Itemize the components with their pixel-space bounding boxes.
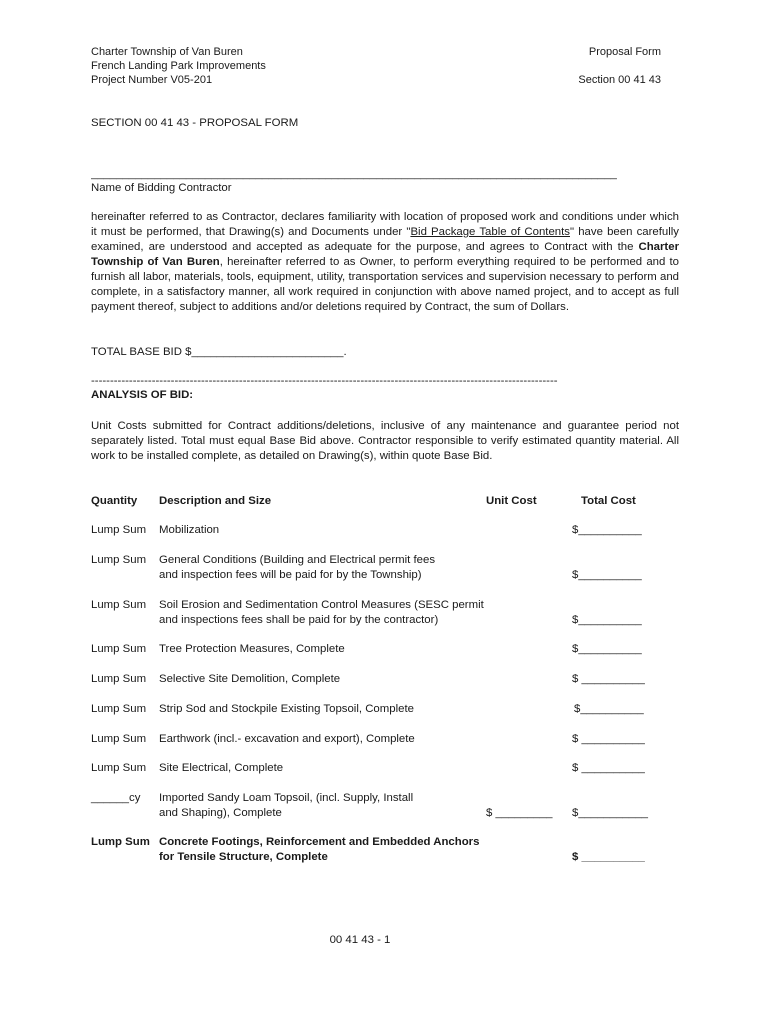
row-quantity: Lump Sum bbox=[91, 673, 147, 685]
contractor-name-blank[interactable]: ___________________________________________________________________________________ bbox=[91, 168, 617, 180]
row-quantity-blank[interactable]: ______cy bbox=[91, 792, 141, 804]
row-description: Soil Erosion and Sedimentation Control Measures (SESC permit bbox=[159, 599, 484, 611]
header-project-number: Project Number V05-201 bbox=[91, 74, 213, 86]
row-description-line2: for Tensile Structure, Complete bbox=[159, 851, 328, 863]
row-description: Earthwork (incl.- excavation and export), Complete bbox=[159, 733, 415, 745]
page-number: 00 41 43 - 1 bbox=[329, 934, 391, 946]
header-left bbox=[91, 45, 266, 87]
col-description: Description and Size bbox=[159, 495, 272, 507]
total-base-bid: TOTAL BASE BID $________________________. bbox=[91, 346, 347, 358]
row-quantity: Lump Sum bbox=[91, 599, 147, 611]
analysis-text: Unit Costs submitted for Contract additions/deletions, inclusive of any maintenance and guarantee period not separately listed. Total must equal Base Bid above. Contractor responsible to verify estimated quantity material. All work to be installed complete, as detailed on Drawing(s), within quote Base Bid. bbox=[91, 420, 679, 462]
row-total-blank[interactable]: $__________ bbox=[572, 643, 642, 655]
row-total-blank[interactable]: $__________ bbox=[572, 614, 642, 626]
row-description-line2: and inspection fees will be paid for by the Township) bbox=[159, 569, 422, 581]
contractor-name-label: Name of Bidding Contractor bbox=[91, 182, 232, 194]
intro-text-1: hereinafter referred to as Contractor, declares familiarity with location of proposed work and conditions under which it must be performed, that Drawing(s) and Documents under " bbox=[91, 211, 679, 238]
row-quantity: Lump Sum bbox=[91, 733, 147, 745]
col-total-cost: Total Cost bbox=[581, 495, 636, 507]
row-description: Selective Site Demolition, Complete bbox=[159, 673, 341, 685]
row-total-blank[interactable]: $ __________ bbox=[572, 762, 645, 774]
row-unit-blank[interactable]: $ _________ bbox=[486, 807, 553, 819]
row-description-line2: and Shaping), Complete bbox=[159, 807, 282, 819]
row-quantity: Lump Sum bbox=[91, 703, 147, 715]
col-unit-cost: Unit Cost bbox=[486, 495, 537, 507]
row-description: Concrete Footings, Reinforcement and Embedded Anchors bbox=[159, 836, 480, 848]
row-total-blank[interactable]: $ __________ bbox=[572, 673, 645, 685]
row-quantity: Lump Sum bbox=[91, 643, 147, 655]
header-project-name: French Landing Park Improvements bbox=[91, 60, 266, 72]
row-description: Tree Protection Measures, Complete bbox=[159, 643, 345, 655]
row-description: General Conditions (Building and Electrical permit fees bbox=[159, 554, 436, 566]
analysis-heading: ANALYSIS OF BID: bbox=[91, 389, 194, 401]
row-quantity: Lump Sum bbox=[91, 524, 147, 536]
row-description: Imported Sandy Loam Topsoil, (incl. Supply, Install bbox=[159, 792, 414, 804]
section-title: SECTION 00 41 43 - PROPOSAL FORM bbox=[91, 117, 299, 129]
row-total-blank[interactable]: $ __________ bbox=[572, 851, 645, 863]
row-total-blank[interactable]: $__________ bbox=[574, 703, 644, 715]
row-description-line2: and inspections fees shall be paid for by the contractor) bbox=[159, 614, 439, 626]
row-total-blank[interactable]: $ __________ bbox=[572, 733, 645, 745]
row-total-blank[interactable]: $___________ bbox=[572, 807, 649, 819]
header-township: Charter Township of Van Buren bbox=[91, 46, 243, 58]
divider-line: --------------------------------------------------------------------------------------------------------------------------- bbox=[91, 375, 558, 387]
row-description: Site Electrical, Complete bbox=[159, 762, 284, 774]
intro-paragraph bbox=[91, 210, 679, 315]
row-quantity: Lump Sum bbox=[91, 762, 147, 774]
row-quantity: Lump Sum bbox=[91, 554, 147, 566]
col-quantity: Quantity bbox=[91, 495, 138, 507]
header-form-name: Proposal Form bbox=[588, 46, 661, 58]
row-quantity: Lump Sum bbox=[91, 836, 150, 848]
owner-name: Charter Township of Van Buren bbox=[91, 241, 679, 268]
row-total-blank[interactable]: $__________ bbox=[572, 569, 642, 581]
row-description: Mobilization bbox=[159, 524, 220, 536]
header-section-number: Section 00 41 43 bbox=[578, 74, 661, 86]
header-right bbox=[560, 45, 661, 87]
intro-text-3: , hereinafter referred to as Owner, to perform everything required to be performed and to furnish all labor, materials, tools, equipment, utility, transportation services and supervision necessary to perform and complete, in a satisfactory manner, all work required in conjunction with above named project, and to accept as full payment thereof, subject to additions and/or deletions required by Contract, the sum of Dollars. bbox=[91, 256, 679, 313]
bid-package-link: Bid Package Table of Contents bbox=[410, 226, 570, 238]
row-total-blank[interactable]: $__________ bbox=[572, 524, 642, 536]
intro-text-2: " have been carefully examined, are understood and accepted as adequate for the purpose, and agrees to Contract with the bbox=[91, 226, 679, 253]
row-description: Strip Sod and Stockpile Existing Topsoil, Complete bbox=[159, 703, 414, 715]
